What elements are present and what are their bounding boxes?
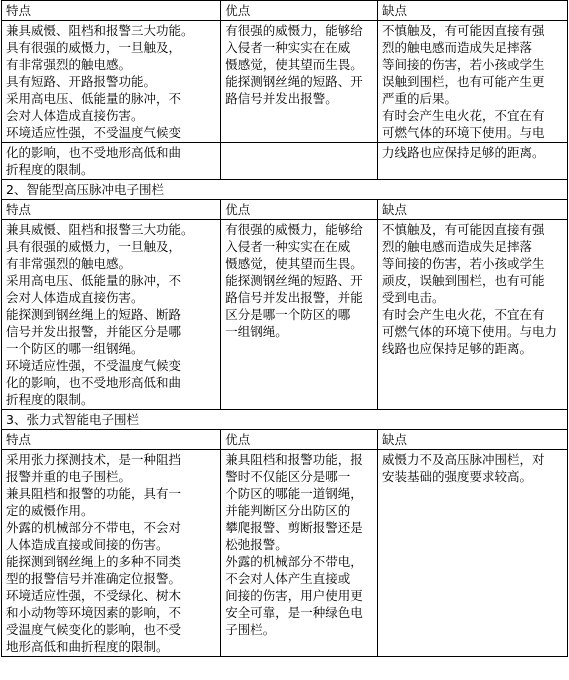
section3-features-cell-line: 兼具阻档和报警的功能，具有一 (6, 486, 182, 501)
section2-pros-cell-line: 能探测钢丝绳的短路、开 (225, 273, 363, 288)
section1-pros-cell (221, 21, 378, 143)
section1-cons-cell-line: 等间接的伤害，若小孩或学生 (381, 57, 545, 72)
section3-cons-cell-line: 安装基础的强度要求较高。 (381, 469, 532, 484)
section3-content-row (2, 450, 568, 657)
section2-features-cell-line: 兼具威慑、阻档和报警三大功能。 (6, 222, 194, 237)
section1-content-row (2, 21, 568, 143)
section3-pros-cell-line: 并能判断区分出防区的 (225, 503, 351, 518)
section1-features-cell-line: 会对人体造成直接伤害。 (6, 108, 144, 123)
section1-pros-cell-line: 入侵者一种实实在在威 (225, 40, 351, 55)
section1-pros-cell-line: 能探测钢丝绳的短路、开 (225, 74, 363, 89)
section3-pros-cell (221, 450, 378, 657)
section1-cons-header-label: 缺点 (381, 3, 407, 18)
section2-features-cell-line: 会对人体造成直接伤害。 (6, 290, 144, 305)
section2-pros-cell-line: 慑感觉，使其望而生畏。 (225, 256, 363, 271)
section1-cons-cell-line: 烈的触电感而造成失足摔落 (381, 40, 532, 55)
section2-cons-header (377, 200, 567, 220)
section1-cons-header (377, 1, 567, 21)
section1-pros-cell-line: 路信号并发出报警。 (225, 91, 338, 106)
section3-pros-cell-line: 安全可靠，是一种绿色电 (225, 605, 363, 620)
section1-features-cell-line: 具有短路、开路报警功能。 (6, 74, 157, 89)
section3-features-cell-line: 定的威慑作用。 (6, 503, 94, 518)
section1-cons-cont-cell-line: 力线路也应保持足够的距离。 (381, 145, 545, 160)
section1-cons-cell-line: 严重的后果。 (381, 91, 457, 106)
section1-pros-header (221, 1, 378, 21)
section3-features-cell-line: 人体造成直接或间接的伤害。 (6, 537, 169, 552)
section2-pros-header (221, 200, 378, 220)
section1-continued-row (2, 143, 568, 180)
section1-features-cell-line: 兼具威慑、阻档和报警三大功能。 (6, 23, 194, 38)
section3-features-header-label: 特点 (6, 432, 32, 447)
section3-pros-cell-line: 外露的机械部分不带电， (225, 554, 363, 569)
section3-cons-cell (377, 450, 567, 657)
section1-header-row (2, 1, 568, 21)
section2-features-cell-line: 化的影响，也不受地形高低和曲 (6, 375, 182, 390)
section2-cons-cell (377, 220, 567, 410)
section1-pros-cont-cell (221, 143, 378, 180)
section2-features-cell-line: 环境适应性强，不受温度气候变 (6, 358, 182, 373)
section1-features-header-label: 特点 (6, 3, 32, 18)
section3-pros-cell-line: 个防区的哪能一道钢绳， (225, 486, 363, 501)
section3-pros-header (221, 430, 378, 450)
section2-pros-header-label: 优点 (225, 202, 251, 217)
section2-features-cell-line: 一个防区的哪一组钢绳。 (6, 341, 144, 356)
section2-pros-cell-line: 有很强的威慑力，能够给 (225, 222, 363, 237)
section1-features-cell (2, 21, 221, 143)
section2-pros-cell (221, 220, 378, 410)
section1-features-cell-line: 环境适应性强，不受温度气候变 (6, 125, 182, 140)
section3-pros-cell-line: 攀爬报警、剪断报警还是 (225, 520, 363, 535)
section3-pros-cell-line: 子围栏。 (225, 622, 276, 637)
section1-pros-header-label: 优点 (225, 3, 251, 18)
section3-features-cell-line: 地形高低和曲折程度的限制。 (6, 639, 169, 654)
section3-features-cell-line: 能探测到钢丝绳上的多种不同类 (6, 554, 182, 569)
section2-cons-cell-line: 有时会产生电火花，不宜在有 (381, 307, 545, 322)
section1-features-cell-line: 有非常强烈的触电感。 (6, 57, 132, 72)
section3-features-cell-line: 外露的机械部分不带电，不会对 (6, 520, 182, 535)
section2-title: 2、智能型高压脉冲电子围栏 (2, 180, 568, 200)
section2-cons-cell-line: 线路也应保持足够的距离。 (381, 341, 532, 356)
section3-cons-header-label: 缺点 (381, 432, 407, 447)
section2-features-cell (2, 220, 221, 410)
section1-cons-cell (377, 21, 567, 143)
section2-header-row (2, 200, 568, 220)
section3-pros-cell-line: 兼具阻档和报警功能，报 (225, 452, 363, 467)
section2-cons-cell-line: 受到电击。 (381, 290, 445, 305)
section3-features-cell-line: 和小动物等环境因素的影响，不 (6, 605, 182, 620)
section3-features-cell-line: 环境适应性强，不受绿化、树木 (6, 588, 182, 603)
section3-pros-cell-line: 不会对人体产生直接或 (225, 571, 351, 586)
section2-content-row (2, 220, 568, 410)
section3-features-cell-line: 报警并重的电子围栏。 (6, 469, 132, 484)
section3-cons-header (377, 430, 567, 450)
section3-pros-header-label: 优点 (225, 432, 251, 447)
section1-features-header (2, 1, 221, 21)
section2-features-cell-line: 采用高电压、低能量的脉冲，不 (6, 273, 182, 288)
section2-features-cell-line: 信号并发出报警，并能区分是哪 (6, 324, 182, 339)
section3-features-header (2, 430, 221, 450)
section3-pros-cell-line: 警时不仅能区分是哪一 (225, 469, 351, 484)
section2-features-cell-line: 能探测到钢丝绳上的短路、断路 (6, 307, 182, 322)
section1-pros-cell-line: 有很强的威慑力，能够给 (225, 23, 363, 38)
section1-cons-cell-line: 有时会产生电火花，不宜在有 (381, 108, 545, 123)
section3-pros-cell-line: 间接的伤害，用户使用更 (225, 588, 363, 603)
section3-title: 3、张力式智能电子围栏 (2, 410, 568, 430)
section3-features-cell-line: 型的报警信号并准确定位报警。 (6, 571, 182, 586)
section1-features-cont-cell-line: 化的影响，也不受地形高低和曲 (6, 145, 182, 160)
section1-cons-cell-line: 可燃气体的环境下使用。与电 (381, 125, 545, 140)
section2-pros-cell-line: 路信号并发出报警，并能 (225, 290, 363, 305)
section2-pros-cell-line: 一组钢绳。 (225, 324, 288, 339)
section1-features-cell-line: 采用高电压、低能量的脉冲，不 (6, 91, 182, 106)
section2-features-header-label: 特点 (6, 202, 32, 217)
section3-features-cell (2, 450, 221, 657)
section3-features-cell-line: 采用张力探测技术，是一种阻挡 (6, 452, 182, 467)
section2-cons-cell-line: 顽皮，误触到围栏，也有可能 (381, 273, 545, 288)
section3-features-cell-line: 受温度气候变化的影响，也不受 (6, 622, 182, 637)
section1-features-cont-cell-line: 折程度的限制。 (6, 162, 94, 177)
section1-cons-cont-cell (377, 143, 567, 180)
section1-cons-cell-line: 不慎触及，有可能因直接有强 (381, 23, 545, 38)
section2-cons-cell-line: 可燃气体的环境下使用。与电力 (381, 324, 557, 339)
section1-pros-cell-line: 慑感觉，使其望而生畏。 (225, 57, 363, 72)
fence-comparison-table (1, 0, 568, 657)
section2-features-cell-line: 具有很强的威慑力，一旦触及， (6, 239, 182, 254)
section1-features-cell-line: 具有很强的威慑力，一旦触及， (6, 40, 182, 55)
section2-features-cell-line: 有非常强烈的触电感。 (6, 256, 132, 271)
section2-cons-cell-line: 烈的触电感而造成失足摔落 (381, 239, 532, 254)
section1-features-cont-cell (2, 143, 221, 180)
section2-pros-cell-line: 入侵者一种实实在在威 (225, 239, 351, 254)
section2-features-cell-line: 折程度的限制。 (6, 392, 94, 407)
section2-cons-cell-line: 等间接的伤害，若小孩或学生 (381, 256, 545, 271)
section3-cons-cell-line: 威慑力不及高压脉冲围栏，对 (381, 452, 545, 467)
section2-cons-cell-line: 不慎触及，有可能因直接有强 (381, 222, 545, 237)
section2-features-header (2, 200, 221, 220)
section3-pros-cell-line: 松弛报警。 (225, 537, 288, 552)
section3-header-row (2, 430, 568, 450)
section1-cons-cell-line: 误触到围栏，也有可能产生更 (381, 74, 545, 89)
section2-pros-cell-line: 区分是哪一个防区的哪 (225, 307, 351, 322)
section2-cons-header-label: 缺点 (381, 202, 407, 217)
